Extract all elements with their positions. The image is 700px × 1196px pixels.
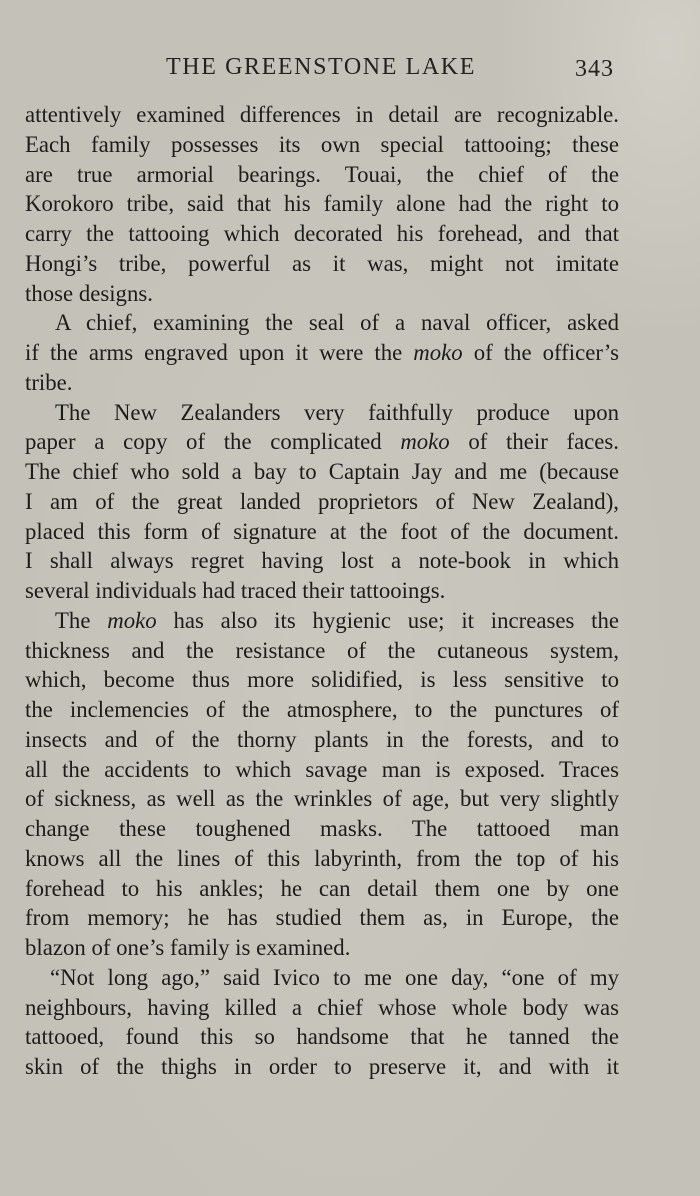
body-text xyxy=(25,100,619,1082)
text-line: attentively examined differences in detail are recognizable. xyxy=(25,102,619,127)
text-line: knows all the lines of this labyrinth, from the top of his xyxy=(25,845,619,871)
text-line: those designs. xyxy=(25,280,153,306)
text-line: placed this form of signature at the foot of the document. xyxy=(25,518,619,544)
text-line: “Not long ago,” said Ivico to me one day, “one of my xyxy=(50,964,619,990)
text-line: A chief, examining the seal of a naval officer, asked xyxy=(55,310,619,336)
text-line: The New Zealanders very faithfully produce upon xyxy=(55,399,619,425)
text-line: Korokoro tribe, said that his family alone had the right to xyxy=(25,191,619,217)
text-line xyxy=(25,427,619,457)
text-segment: if the arms engraved upon it were the xyxy=(25,340,414,365)
text-line xyxy=(25,606,619,636)
text-segment: of the officer’s xyxy=(462,340,619,365)
italic-word: moko xyxy=(107,607,157,633)
text-line: Each family possesses its own special tattooing; these xyxy=(25,131,619,157)
text-line: tattooed, found this so handsome that he tanned the xyxy=(25,1024,619,1050)
text-line: neighbours, having killed a chief whose whole body was xyxy=(25,994,619,1020)
text-line: skin of the thighs in order to preserve it, and with it xyxy=(25,1054,619,1079)
text-line: which, become thus more solidified, is less sensitive to xyxy=(25,667,619,693)
text-line: of sickness, as well as the wrinkles of age, but very slightly xyxy=(25,786,619,812)
text-segment: The xyxy=(55,607,108,633)
page-number: 343 xyxy=(575,56,614,82)
text-line: change these toughened masks. The tattooed man xyxy=(25,816,619,841)
text-line: insects and of the thorny plants in the forests, and to xyxy=(25,726,619,752)
text-line: Hongi’s tribe, powerful as it was, might not imitate xyxy=(25,250,619,276)
text-line: the inclemencies of the atmosphere, to the punctures of xyxy=(25,697,619,722)
text-line: from memory; he has studied them as, in Europe, the xyxy=(25,905,619,931)
text-line: I shall always regret having lost a note-book in which xyxy=(25,548,619,574)
text-line: are true armorial bearings. Touai, the chief of the xyxy=(25,161,619,187)
italic-word: moko xyxy=(413,340,463,365)
text-line: blazon of one’s family is examined. xyxy=(25,935,351,960)
running-title: THE GREENSTONE LAKE xyxy=(166,54,476,80)
text-line xyxy=(25,338,619,368)
text-segment: has also its hygienic use; it increases the xyxy=(156,607,619,633)
text-line: I am of the great landed proprietors of New Zealand), xyxy=(25,488,619,514)
text-line: carry the tattooing which decorated his forehead, and that xyxy=(25,221,619,246)
text-segment: of their faces. xyxy=(449,429,619,455)
page-header xyxy=(24,54,618,84)
text-line: all the accidents to which savage man is exposed. Traces xyxy=(25,756,619,782)
text-line: forehead to his ankles; he can detail them one by one xyxy=(25,875,619,901)
text-segment: paper a copy of the complicated xyxy=(25,429,401,455)
text-line: thickness and the resistance of the cutaneous system, xyxy=(25,637,619,663)
text-line: The chief who sold a bay to Captain Jay and me (because xyxy=(25,459,619,484)
text-line: tribe. xyxy=(25,369,73,395)
italic-word: moko xyxy=(400,429,450,455)
text-line: several individuals had traced their tattooings. xyxy=(25,578,446,603)
